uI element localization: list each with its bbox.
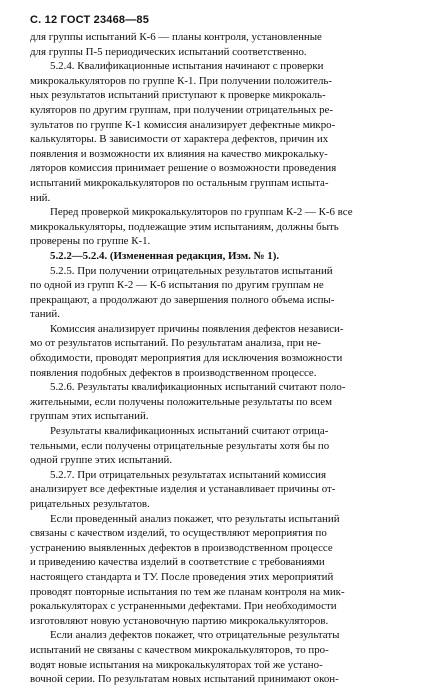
text-line: калькуляторы. В зависимости от характера дефектов, причин их [30, 133, 329, 146]
body-text [30, 30, 419, 687]
text-line: настоящего стандарта и ТУ. После проведения этих мероприятий [30, 570, 334, 583]
text-line: анализирует все дефектные изделия и устанавливает причины от- [30, 483, 336, 496]
text-line: испытаний микрокалькуляторов по остальным группам испыта- [30, 176, 329, 189]
text-line: 5.2.5. При получении отрицательных результатов испытаний [50, 264, 333, 277]
text-line: для группы П-5 периодических испытаний соответственно. [30, 45, 307, 58]
page-header: С. 12 ГОСТ 23468—85 [30, 14, 150, 26]
text-line: ляторов комиссия принимает решение о возможности проведения [30, 162, 337, 175]
text-line: появления и возможности их влияния на качество микрокальку- [30, 147, 328, 160]
text-line: 5.2.7. При отрицательных результатах испытаний комиссия [50, 468, 326, 481]
text-line: таний. [30, 308, 60, 321]
text-line: Результаты квалификационных испытаний считают отрица- [50, 425, 329, 438]
text-line: Перед проверкой микрокалькуляторов по группам К-2 — К-6 все [50, 206, 353, 219]
text-line: куляторов по другим группам, при получении отрицательных ре- [30, 103, 334, 116]
text-line: по одной из групп К-2 — К-6 испытания по другим группам не [30, 279, 324, 292]
text-line: проверены по группе К-1. [30, 235, 151, 248]
text-line: ний. [30, 191, 51, 204]
text-line: рокалькуляторах с устраненными дефектами. При необходимости [30, 600, 337, 613]
text-line: для группы испытаний К-6 — планы контроля, установленные [30, 31, 322, 43]
text-line: группам этих испытаний. [30, 410, 149, 423]
text-line: и приведению качества изделий в соответствие с требованиями [30, 556, 325, 569]
text-line: Комиссия анализирует причины появления дефектов независи- [50, 322, 344, 335]
text-line: изготовляют новую установочную партию микрокалькуляторов. [30, 614, 329, 627]
text-line: обходимости, проводят мероприятия для исключения возможности [30, 352, 343, 365]
text-line: прекращают, а продолжают до завершения полного объема испы- [30, 293, 335, 306]
text-line: зультатов по группе К-1 комиссия анализирует дефектные микро- [30, 118, 336, 131]
text-line: вочной серии. По результатам новых испытаний принимают окон- [30, 673, 339, 686]
text-line: 5.2.4. Квалификационные испытания начинают с проверки [50, 60, 324, 73]
text-line: микрокалькуляторов по группе К-1. При получении положитель- [30, 74, 333, 87]
text-line: Если проведенный анализ покажет, что результаты испытаний [50, 512, 340, 525]
text-line: жительными, если получены положительные результаты по всем [30, 395, 333, 408]
text-line: 5.2.2—5.2.4. (Измененная редакция, Изм. № 1). [50, 249, 280, 262]
text-line: связаны с качеством изделий, то осуществляют мероприятия по [30, 527, 327, 540]
text-line: водят новые испытания на микрокалькуляторах той же устано- [30, 658, 323, 671]
text-line: одной группе этих испытаний. [30, 454, 173, 467]
text-line: ных результатов испытаний приступают к проверке микрокаль- [30, 89, 326, 102]
text-line: тельными, если получены отрицательные результаты хотя бы по [30, 439, 330, 452]
text-line: испытаний не связаны с качеством микрокалькуляторов, то про- [30, 643, 329, 656]
text-line: микрокалькуляторы, подлежащие этим испытаниям, должны быть [30, 220, 339, 233]
text-line: Если анализ дефектов покажет, что отрицательные результаты [50, 629, 340, 642]
text-line: рицательных результатов. [30, 498, 150, 510]
text-line: проводят повторные испытания по тем же планам контроля на мик- [30, 585, 345, 598]
text-line: 5.2.6. Результаты квалификационных испытаний считают поло- [50, 381, 346, 394]
text-line: появления подобных дефектов в производственном процессе. [30, 366, 317, 379]
text-line: мо от результатов испытаний. По результатам анализа, при не- [30, 337, 321, 350]
text-line: устранению выявленных дефектов в производственном процессе [30, 541, 333, 554]
